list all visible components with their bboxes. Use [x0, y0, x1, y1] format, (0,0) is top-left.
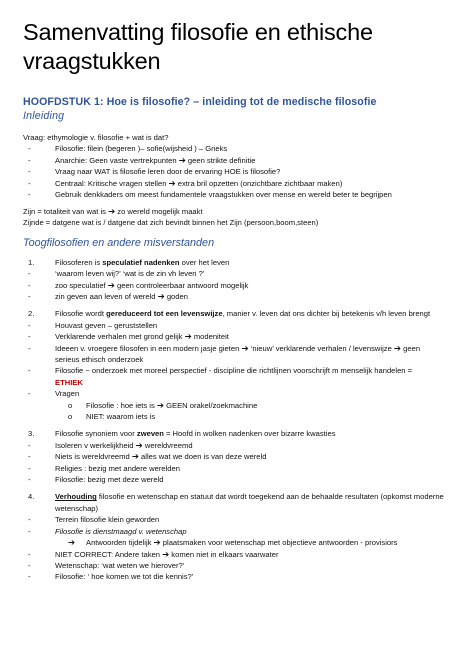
list-item: - ‘waarom leven wij?’ ‘wat is de zin vh leven ?’ — [28, 269, 205, 279]
list-item: - Houvast geven – geruststellen — [28, 320, 158, 330]
list-item: - Filosofie: bezig met deze wereld — [28, 475, 164, 485]
numbered-item: 1. Filosoferen is speculatief nadenken over het leven — [28, 257, 230, 267]
arrow-icon: ➔ — [162, 548, 170, 559]
list-item: - Wetenschap: ‘wat weten we hierover?’ — [28, 560, 185, 570]
list-item: - Gebruik denkkaders om meest fundamentele vraagstukken over mense en wereld beter te begrijpen — [28, 190, 392, 200]
list-item: - zin geven aan leven of wereld ➔ goden — [28, 290, 188, 301]
numbered-item: 3. Filosofie synoniem voor zweven = Hoofd in wolken nadenken over bizarre kwasties — [28, 429, 336, 439]
sub-list-item: o Filosofie : hoe iets is ➔ GEEN orakel/zoekmachine — [68, 399, 258, 410]
sub-list-item: o NIET: waarom iets is — [68, 412, 156, 422]
arrow-icon: ➔ — [107, 279, 115, 290]
arrow-icon: ➔ — [241, 342, 249, 353]
list-item: - zoo speculatief ➔ geen controleerbaar antwoord mogelijk — [28, 279, 249, 290]
document-title: Samenvatting filosofie en ethische vraagstukken — [23, 19, 373, 74]
list-item: - NIET CORRECT: Andere taken ➔ komen niet in elkaars vaarwater — [28, 548, 279, 559]
intro-question: Vraag: ethymologie v. filosofie + wat is dat? — [23, 133, 169, 142]
list-item: - Anarchie: Geen vaste vertrekpunten ➔ geen strikte definitie — [28, 154, 256, 165]
section-heading-toogfilosofien: Toogfilosofien en andere misverstanden — [23, 236, 215, 249]
list-item: - Vraag naar WAT is filosofie leren door de ervaring HOE is filosofie? — [28, 167, 281, 177]
arrow-icon: ➔ — [178, 154, 186, 165]
document-page — [23, 18, 463, 583]
list-item: - Isoleren v werkelijkheid ➔ wereldvreemd — [28, 439, 193, 450]
numbered-item: 4. Verhouding filosofie en wetenschap en statuut dat wordt toegekend aan de behaalde resultaten (opkomst moderne — [28, 492, 444, 502]
arrow-icon: ➔ — [131, 451, 139, 462]
list-item: - Terrein filosofie klein geworden — [28, 515, 160, 525]
list-item: - Filosofie: filein (begeren )– sofie(wijsheid ) – Grieks — [28, 144, 228, 154]
arrow-icon: ➔ — [156, 399, 165, 410]
arrow-icon: ➔ — [157, 290, 165, 301]
numbered-item-continuation: wetenschap) — [55, 503, 99, 513]
list-item: - Verklarende verhalen met grond gelijk ➔ modeniteit — [28, 331, 229, 342]
list-item-continuation: serieus ethisch onderzoek — [55, 355, 144, 364]
circle-bullet-icon: o — [68, 400, 73, 410]
arrow-icon: ➔ — [184, 331, 192, 342]
ethiek-label: ETHIEK — [55, 377, 83, 387]
arrow-icon: ➔ — [168, 177, 176, 188]
chapter-heading: HOOFDSTUK 1: Hoe is filosofie? – inleiding tot de medische filosofie — [23, 96, 377, 108]
list-item: - Vragen — [28, 389, 80, 399]
list-item: - Niets is wereldvreemd ➔ alles wat we doen is van deze wereld — [28, 451, 267, 462]
arrow-icon: ➔ — [135, 439, 143, 450]
arrow-icon: ➔ — [393, 342, 402, 353]
circle-bullet-icon: o — [68, 412, 73, 422]
numbered-item: 2. Filosofie wordt gereduceerd tot een levenswijze, manier v. leven dat ons dichter bij betekenis v/h leven brengt — [28, 309, 431, 319]
arrow-icon: ➔ — [108, 205, 116, 216]
definition-zijn: Zijn = totaliteit van wat is ➔ zo wereld mogelijk maakt — [23, 205, 203, 216]
list-item: - Ideeen v. vroegere filosofen in een modern jasje gieten ➔ ‘nieuw’ verklarende verhalen / levenswijze ➔ geen — [28, 342, 421, 353]
list-item: - Filosofie: ‘ hoe komen we tot die kennis?’ — [28, 572, 194, 582]
section-heading-inleiding: Inleiding — [23, 110, 65, 122]
arrow-icon: ➔ — [153, 537, 161, 548]
list-item: - Filosofie is dienstmaagd v. wetenschap — [28, 526, 187, 536]
sub-list-item: ➔ Antwoorden tijdelijk ➔ plaatsmaken voor wetenschap met objectieve antwoorden - provisiors — [68, 537, 398, 548]
list-item: - Religies : bezig met andere werelden — [28, 463, 180, 473]
arrow-icon: ➔ — [68, 537, 76, 548]
list-item: - Filosofie ~ onderzoek met moreel perspectief - discipline die richtlijnen voorschrijft m menselijk handelen = — [28, 366, 413, 376]
list-item: - Centraal: Kritische vragen stellen ➔ extra bril opzetten (onzichtbare zichtbaar maken) — [28, 177, 343, 188]
definition-zijnde: Zijnde = datgene wat is / datgene dat zich bevindt binnen het Zijn (persoon,boom,steen) — [23, 218, 319, 228]
